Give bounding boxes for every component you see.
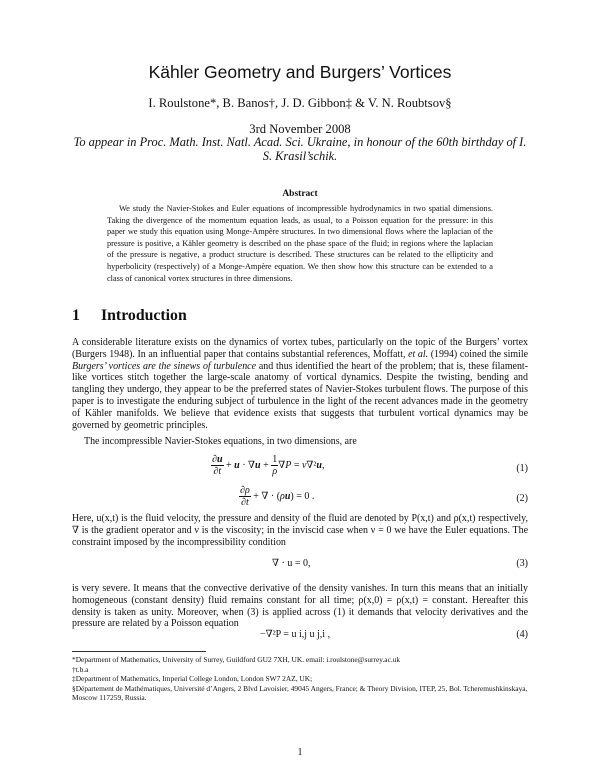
p1-part-b: (1994) coined the simile bbox=[428, 348, 528, 360]
section-title: Introduction bbox=[101, 307, 187, 324]
equation-1 bbox=[72, 454, 528, 484]
equation-2-number: (2) bbox=[516, 493, 528, 504]
footnotes bbox=[72, 655, 528, 703]
section-heading bbox=[72, 307, 187, 325]
equation-2-body: $\frac{\partial\rho}{\partial t}$ + ∇ · (ρu) = 0 . bbox=[240, 485, 315, 508]
footnote-1: *Department of Mathematics, University of Surrey, Guildford GU2 7XH, UK. email: i.roulstone@surrey.ac.uk bbox=[72, 655, 401, 664]
equation-4-number: (4) bbox=[516, 629, 528, 640]
section-number: 1 bbox=[72, 307, 80, 324]
paper-title: Kähler Geometry and Burgers’ Vortices bbox=[148, 62, 452, 82]
equation-2 bbox=[72, 485, 528, 513]
equation-1-number: (1) bbox=[516, 463, 528, 474]
publication-note: To appear in Proc. Math. Inst. Natl. Acad. Sci. Ukraine, in honour of the 60th birthday of I. S. Krasil’schik. bbox=[73, 135, 527, 163]
equation-4-body: −∇²P = u i,j u j,i , bbox=[260, 629, 331, 640]
intro-paragraph-4: is very severe. It means that the convective derivative of the density vanishes. In turn this means that an initially homogeneous (constant density) fluid remains constant for all time; ρ(x,0) = ρ(x,t) = constant. Hereafter this density is taken as unity. Moreover, when (3) is applied across (1) it demands that velocity derivatives and the pressure are related by a Poisson equation bbox=[72, 583, 528, 630]
date: 3rd November 2008 bbox=[249, 122, 351, 136]
intro-paragraph-1 bbox=[72, 337, 528, 431]
abstract-text: We study the Navier-Stokes and Euler equations of incompressible hydrodynamics in two spatial dimensions. Taking the divergence of the momentum equation leads, as usual, to a Poisson equation for the pressure: in this paper we study this equation using Monge-Ampère structures. In two dimensional flows where the laplacian of the pressure is positive, a Kähler geometry is described on the phase space of the fluid; in regions where the laplacian of the pressure is negative, a product structure is described. These structures can be related to the ellipticity and hyperbolicity (respectively) of a Monge-Ampère equation. We then show how this structure can be extended to a class of canonical vortex structures in three dimensions. bbox=[107, 204, 493, 283]
intro-paragraph-3: Here, u(x,t) is the fluid velocity, the pressure and density of the fluid are denoted by P(x,t) and ρ(x,t) respectively, ∇ is the gradient operator and ν is the viscosity; in the inviscid case when ν = 0 we have the Euler equations. The constraint imposed by the incompressibility condition bbox=[72, 513, 528, 548]
equation-3 bbox=[72, 558, 528, 572]
abstract-heading: Abstract bbox=[282, 189, 318, 199]
p1-emphasis: Burgers’ vortices are the sinews of turbulence bbox=[72, 360, 256, 372]
intro-paragraph-2: The incompressible Navier-Stokes equations, in two dimensions, are bbox=[84, 436, 357, 447]
equation-1-body: $\frac{\partial u}{\partial t}$ + u · ∇u + $\frac{1}{\rho}$ ∇P = ν∇²u, bbox=[212, 454, 325, 477]
equation-3-number: (3) bbox=[516, 558, 528, 569]
p1-etal: et al. bbox=[408, 348, 429, 360]
equation-4 bbox=[72, 629, 528, 643]
p1-part-c: and thus identified the heart of the problem; that is, these filament-like vortices stitch together the large-scale anatomy of vortical dynamics. Despite the twisting, bending and tangling they undergo, they appear to be the preferred states of Navier-Stokes turbulent flows. The purpose of this paper is to investigate the enduring subject of turbulence in the light of the recent advances made in the geometry of Kähler manifolds. We believe that evidence exists that suggests that turbulent vortical dynamics may be governed by geometric principles. bbox=[72, 360, 529, 431]
footnote-rule bbox=[72, 651, 206, 652]
page-number: 1 bbox=[297, 747, 303, 758]
footnote-4: §Département de Mathématiques, Université d’Angers, 2 Blvd Lavoisier, 49045 Angers, France; & Theory Division, ITEP, 25, Bol. Tcheremushkinskaya, Moscow 117259, Russia. bbox=[72, 683, 528, 703]
equation-3-body: ∇ · u = 0, bbox=[272, 558, 311, 569]
p1-part-a: A considerable literature exists on the dynamics of vortex tubes, particularly on the topic of the Burgers’ vortex (Burgers 1948). In an influential paper that contains substantial references, Moffatt, bbox=[72, 337, 528, 360]
author-list: I. Roulstone*, B. Banos†, J. D. Gibbon‡ & V. N. Roubtsov§ bbox=[148, 96, 452, 110]
footnote-3: ‡Department of Mathematics, Imperial College London, London SW7 2AZ, UK; bbox=[72, 674, 313, 684]
footnote-2: †t.b.a bbox=[72, 664, 89, 674]
